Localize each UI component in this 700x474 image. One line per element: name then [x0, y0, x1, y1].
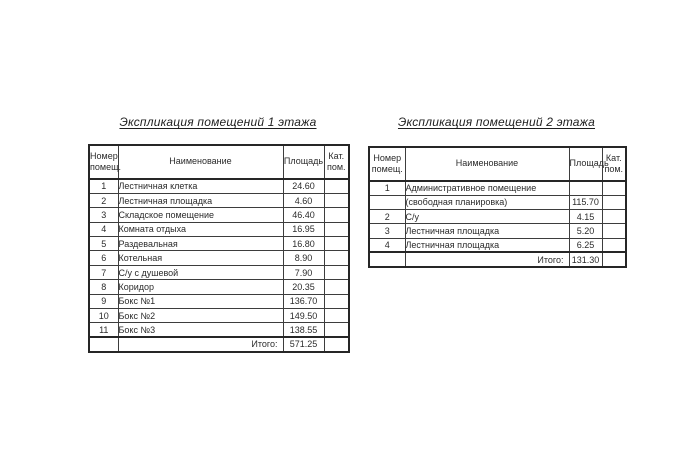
- cell-area: 16.95: [283, 222, 324, 236]
- cell-name: Коридор: [118, 280, 283, 294]
- cell-category: [324, 193, 349, 207]
- cell-number: 9: [89, 294, 118, 308]
- table-row: [369, 224, 626, 238]
- table-title-floor2: Экспликация помещений 2 этажа: [397, 115, 596, 129]
- cell-area: 115.70: [569, 195, 602, 209]
- explication-block-floor1: [88, 115, 348, 353]
- explication-table-floor1: [88, 144, 350, 353]
- explication-block-floor2: [368, 115, 625, 268]
- cell-number: 2: [369, 210, 405, 224]
- cell-category: [324, 323, 349, 337]
- column-header-name: Наименование: [405, 147, 569, 181]
- column-header-category: [602, 147, 626, 181]
- cell-name: Лестничная клетка: [118, 179, 283, 193]
- table-header-floor1: [89, 145, 349, 179]
- column-header-category: [324, 145, 349, 179]
- table-row: [89, 237, 349, 251]
- column-header-area: Площадь: [569, 147, 602, 181]
- cell-name: Комната отдыха: [118, 222, 283, 236]
- cell-name: Лестничная площадка: [118, 193, 283, 207]
- cell-category: [324, 309, 349, 323]
- cell-number: 1: [89, 179, 118, 193]
- header-row: [89, 145, 349, 179]
- table-header-floor2: [369, 147, 626, 181]
- cell-area: 8.90: [283, 251, 324, 265]
- cell-area: 149.50: [283, 309, 324, 323]
- cell-name: Котельная: [118, 251, 283, 265]
- cell-number: 5: [89, 237, 118, 251]
- table-row: [89, 193, 349, 207]
- cell-area: 4.15: [569, 210, 602, 224]
- column-header-number-line1: Номер: [373, 152, 402, 163]
- cell-name: Административное помещение: [405, 181, 569, 195]
- column-header-number-line1: Номер: [90, 150, 118, 161]
- cell-number: 6: [89, 251, 118, 265]
- cell-area: 24.60: [283, 179, 324, 193]
- cell-name: Итого:: [405, 252, 569, 266]
- cell-number: 1: [369, 181, 405, 195]
- column-header-number: [89, 145, 121, 179]
- cell-number: 3: [369, 224, 405, 238]
- cell-area: [569, 181, 602, 195]
- table-row: [369, 181, 626, 195]
- table-row: [369, 238, 626, 252]
- column-header-category-line2: пом.: [326, 162, 346, 172]
- cell-name: С/у с душевой: [118, 265, 283, 279]
- cell-category: [602, 195, 626, 209]
- cell-category: [324, 294, 349, 308]
- table-body-floor1: [89, 179, 349, 352]
- table-row: [89, 309, 349, 323]
- cell-name: (свободная планировка): [405, 195, 569, 209]
- cell-number: 2: [89, 193, 118, 207]
- cell-number: 4: [89, 222, 118, 236]
- cell-area: 6.25: [569, 238, 602, 252]
- cell-number: [369, 252, 405, 266]
- total-row: [369, 252, 626, 266]
- cell-area: 136.70: [283, 294, 324, 308]
- table-body-floor2: [369, 181, 626, 267]
- cell-name: Раздевальная: [118, 237, 283, 251]
- table-row: [89, 208, 349, 222]
- cell-name: С/у: [405, 210, 569, 224]
- cell-number: 7: [89, 265, 118, 279]
- cell-number: 8: [89, 280, 118, 294]
- cell-category: [324, 208, 349, 222]
- cell-category: [602, 252, 626, 266]
- cell-category: [602, 210, 626, 224]
- cell-area: 5.20: [569, 224, 602, 238]
- cell-name: Лестничная площадка: [405, 238, 569, 252]
- table-row: [89, 294, 349, 308]
- cell-category: [602, 181, 626, 195]
- cell-category: [324, 237, 349, 251]
- column-header-area: Площадь: [283, 145, 324, 179]
- cell-name: Бокс №3: [118, 323, 283, 337]
- cell-number: 4: [369, 238, 405, 252]
- cell-area: 571.25: [283, 337, 324, 351]
- cell-number: 3: [89, 208, 118, 222]
- column-header-number-line2: помещ.: [371, 164, 403, 174]
- cell-name: Бокс №1: [118, 294, 283, 308]
- column-header-number-line2: помещ.: [90, 162, 121, 172]
- column-header-name: Наименование: [118, 145, 283, 179]
- table-row: [89, 265, 349, 279]
- cell-category: [324, 179, 349, 193]
- cell-name: Итого:: [118, 337, 283, 351]
- cell-area: 131.30: [569, 252, 602, 266]
- column-header-category-line1: Кат.: [328, 150, 345, 161]
- table-title-floor1: Экспликация помещений 1 этажа: [119, 115, 317, 129]
- column-header-category-line1: Кат.: [605, 152, 622, 163]
- table-row: [89, 179, 349, 193]
- total-row: [89, 337, 349, 351]
- table-row: [89, 280, 349, 294]
- table-row: [89, 222, 349, 236]
- cell-number: 10: [89, 309, 118, 323]
- cell-area: 46.40: [283, 208, 324, 222]
- header-row: [369, 147, 626, 181]
- cell-area: 7.90: [283, 265, 324, 279]
- column-header-category-line2: пом.: [604, 164, 624, 174]
- cell-category: [602, 238, 626, 252]
- cell-category: [324, 251, 349, 265]
- table-row: [369, 210, 626, 224]
- cell-name: Складское помещение: [118, 208, 283, 222]
- cell-category: [324, 337, 349, 351]
- cell-category: [602, 224, 626, 238]
- table-row: [369, 195, 626, 209]
- cell-area: 16.80: [283, 237, 324, 251]
- cell-number: 11: [89, 323, 118, 337]
- cell-area: 20.35: [283, 280, 324, 294]
- cell-name: Бокс №2: [118, 309, 283, 323]
- cell-category: [324, 280, 349, 294]
- table-row: [89, 323, 349, 337]
- column-header-number: [369, 147, 405, 181]
- cell-number: [369, 195, 405, 209]
- table-row: [89, 251, 349, 265]
- cell-category: [324, 265, 349, 279]
- cell-category: [324, 222, 349, 236]
- cell-area: 4.60: [283, 193, 324, 207]
- cell-number: [89, 337, 118, 351]
- cell-area: 138.55: [283, 323, 324, 337]
- cell-name: Лестничная площадка: [405, 224, 569, 238]
- explication-table-floor2: [368, 146, 627, 268]
